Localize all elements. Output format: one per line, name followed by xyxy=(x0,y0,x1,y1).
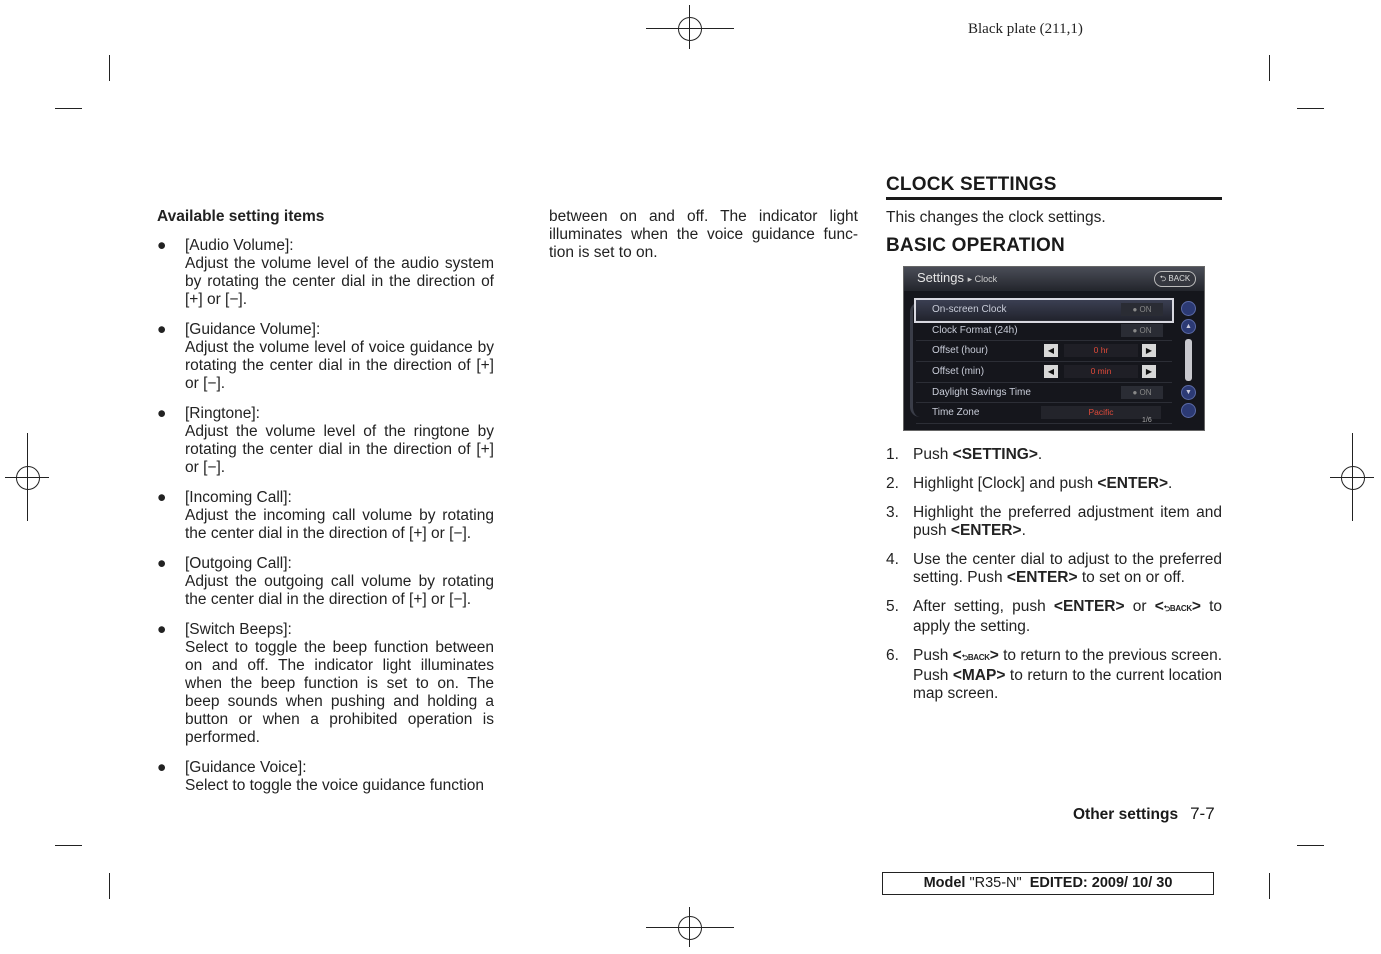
scroll-top-icon[interactable] xyxy=(1181,301,1196,316)
step-text: Use the center dial to adjust to the preferred setting. Push xyxy=(913,551,1222,586)
scroll-up-icon[interactable]: ▲ xyxy=(1181,319,1196,334)
screen-breadcrumb: ▸ Clock xyxy=(967,274,998,284)
page-footer xyxy=(1073,804,1215,824)
list-item xyxy=(157,489,494,543)
crop-mark xyxy=(1269,873,1270,899)
crop-mark xyxy=(1297,108,1324,109)
item-title: [Ringtone]: xyxy=(185,405,260,422)
key-label: <SETTING> xyxy=(952,446,1038,463)
step-number: 2. xyxy=(886,475,899,492)
step-item xyxy=(886,598,1222,636)
item-title: [Guidance Voice]: xyxy=(185,759,307,776)
registration-circle xyxy=(1341,466,1365,490)
item-body: Adjust the volume level of the audio system by rotating the center dial in the direction of [+] or [−]. xyxy=(185,255,494,308)
list-item xyxy=(157,555,494,609)
toggle-indicator: ● ON xyxy=(1121,324,1163,337)
row-label: Time Zone xyxy=(932,407,980,419)
step-item xyxy=(886,551,1222,587)
step-text: to return to the previous screen. Push xyxy=(913,647,1222,684)
clock-settings-title: CLOCK SETTINGS xyxy=(886,174,1057,195)
setting-items-list xyxy=(157,237,494,795)
menu-row-daylight-savings[interactable] xyxy=(916,383,1172,404)
plate-label: Black plate (211,1) xyxy=(968,21,1083,37)
row-label: On-screen Clock xyxy=(932,304,1007,315)
scrollbar[interactable] xyxy=(1185,339,1192,381)
item-body: Adjust the incoming call volume by rotating the center dial in the direction of [+] or [−]. xyxy=(185,507,494,542)
toggle-indicator: ● ON xyxy=(1121,386,1163,399)
key-label: <MAP> xyxy=(952,667,1006,684)
menu-row-offset-min[interactable] xyxy=(916,362,1172,383)
item-title: [Outgoing Call]: xyxy=(185,555,292,572)
step-number: 5. xyxy=(886,598,899,615)
model-code: "R35-N" xyxy=(969,875,1022,891)
step-number: 1. xyxy=(886,446,899,463)
step-text: . xyxy=(1168,475,1173,492)
row-label: Clock Format (24h) xyxy=(932,324,1018,336)
screen-header xyxy=(904,267,1204,291)
step-text: or xyxy=(1124,598,1155,615)
key-label: < xyxy=(1154,598,1164,615)
footer-section: Other settings xyxy=(1073,806,1179,823)
steps-list xyxy=(886,446,1222,714)
step-text: Highlight the preferred adjustment item and push xyxy=(913,504,1222,539)
key-label: > xyxy=(1191,598,1201,615)
bullet-icon: ● xyxy=(157,237,167,254)
key-label: <ENTER> xyxy=(1097,475,1169,492)
time-zone-value: Pacific xyxy=(1041,406,1161,419)
offset-value: 0 hr xyxy=(1064,344,1138,357)
step-item xyxy=(886,475,1222,493)
crop-mark xyxy=(1297,845,1324,846)
crop-mark xyxy=(55,108,82,109)
row-label: Daylight Savings Time xyxy=(932,386,1031,398)
page-indicator: 1/6 xyxy=(1142,417,1152,424)
crop-mark xyxy=(55,845,82,846)
list-item xyxy=(157,621,494,747)
edited-date: EDITED: 2009/ 10/ 30 xyxy=(1029,875,1173,891)
screen-menu xyxy=(916,300,1172,424)
arrow-left-icon[interactable]: ◀ xyxy=(1044,344,1058,357)
key-label: > xyxy=(989,647,999,664)
arrow-right-icon[interactable]: ▶ xyxy=(1142,344,1156,357)
row-label: Offset (min) xyxy=(932,366,985,378)
registration-circle xyxy=(16,466,40,490)
crop-mark xyxy=(1269,55,1270,81)
bullet-icon: ● xyxy=(157,759,167,776)
intro-text: This changes the clock settings. xyxy=(886,209,1106,226)
scroll-bottom-icon[interactable] xyxy=(1181,403,1196,418)
step-text: . xyxy=(1037,446,1043,463)
screen-title-text: Settings xyxy=(917,270,964,285)
list-item xyxy=(157,237,494,309)
menu-row-offset-hour[interactable] xyxy=(916,341,1172,362)
step-text: to apply the setting. xyxy=(913,598,1222,635)
menu-row-onscreen-clock[interactable] xyxy=(916,300,1172,321)
key-label: <ENTER> xyxy=(1053,598,1125,615)
back-icon: ⮌BACK xyxy=(961,653,990,662)
registration-circle xyxy=(678,916,702,940)
model-label: Model xyxy=(923,875,966,891)
step-item xyxy=(886,446,1222,464)
step-number: 4. xyxy=(886,551,899,568)
step-item xyxy=(886,504,1222,540)
clock-settings-screen xyxy=(903,266,1205,431)
back-button[interactable]: ⮌ BACK xyxy=(1154,271,1196,287)
basic-operation-title: BASIC OPERATION xyxy=(886,235,1065,256)
offset-value: 0 min xyxy=(1064,365,1138,378)
page-number: 7-7 xyxy=(1190,804,1215,823)
list-item xyxy=(157,321,494,393)
step-text: After setting, push xyxy=(913,598,1054,615)
row-label: Offset (hour) xyxy=(932,345,988,357)
item-title: [Switch Beeps]: xyxy=(185,621,292,638)
list-item xyxy=(157,759,494,795)
step-number: 6. xyxy=(886,647,899,664)
middle-column: between on and off. The indicator light illuminates when the voice guidance func- tion is set to on. xyxy=(549,208,858,261)
step-number: 3. xyxy=(886,504,899,521)
menu-row-clock-format[interactable] xyxy=(916,321,1172,342)
crop-mark xyxy=(109,873,110,899)
arrow-right-icon[interactable]: ▶ xyxy=(1142,365,1156,378)
key-label: < xyxy=(952,647,962,664)
bullet-icon: ● xyxy=(157,405,167,422)
step-text: Push xyxy=(913,647,953,664)
item-title: [Guidance Volume]: xyxy=(185,321,321,338)
bullet-icon: ● xyxy=(157,489,167,506)
bullet-icon: ● xyxy=(157,555,167,572)
step-text: . xyxy=(1021,522,1026,539)
section-divider xyxy=(886,197,1222,200)
crop-mark xyxy=(109,55,110,81)
back-icon: ⮌BACK xyxy=(1163,604,1192,613)
item-body: Adjust the volume level of voice guidance by rotating the center dial in the direction of [+] or [−]. xyxy=(185,339,494,392)
key-label: <ENTER> xyxy=(950,522,1022,539)
item-body: Select to toggle the voice guidance function xyxy=(185,777,485,794)
step-text: Push xyxy=(913,446,953,463)
item-body: Adjust the volume level of the ringtone by rotating the center dial in the direction of [+] or [−]. xyxy=(185,423,494,476)
toggle-indicator: ● ON xyxy=(1121,303,1163,316)
item-body: Select to toggle the beep function between on and off. The indicator light illuminates when the beep function is set to on. The beep sounds when pushing and holding a button or when a prohibited operation is performed. xyxy=(185,639,494,746)
arrow-left-icon[interactable]: ◀ xyxy=(1044,365,1058,378)
available-items-heading: Available setting items xyxy=(157,208,325,225)
scroll-down-icon[interactable]: ▼ xyxy=(1181,385,1196,400)
key-label: <ENTER> xyxy=(1006,569,1078,586)
registration-circle xyxy=(678,17,702,41)
screen-title xyxy=(917,270,997,285)
item-body: Adjust the outgoing call volume by rotating the center dial in the direction of [+] or [−]. xyxy=(185,573,494,608)
left-column xyxy=(157,208,494,807)
step-item xyxy=(886,647,1222,703)
step-text: to set on or off. xyxy=(1077,569,1185,586)
menu-row-time-zone[interactable] xyxy=(916,403,1172,424)
model-box xyxy=(882,872,1214,895)
item-title: [Incoming Call]: xyxy=(185,489,292,506)
bullet-icon: ● xyxy=(157,321,167,338)
item-title: [Audio Volume]: xyxy=(185,237,294,254)
step-text: Highlight [Clock] and push xyxy=(913,475,1098,492)
step-text: to return to the current location map screen. xyxy=(913,667,1222,702)
list-item xyxy=(157,405,494,477)
bullet-icon: ● xyxy=(157,621,167,638)
